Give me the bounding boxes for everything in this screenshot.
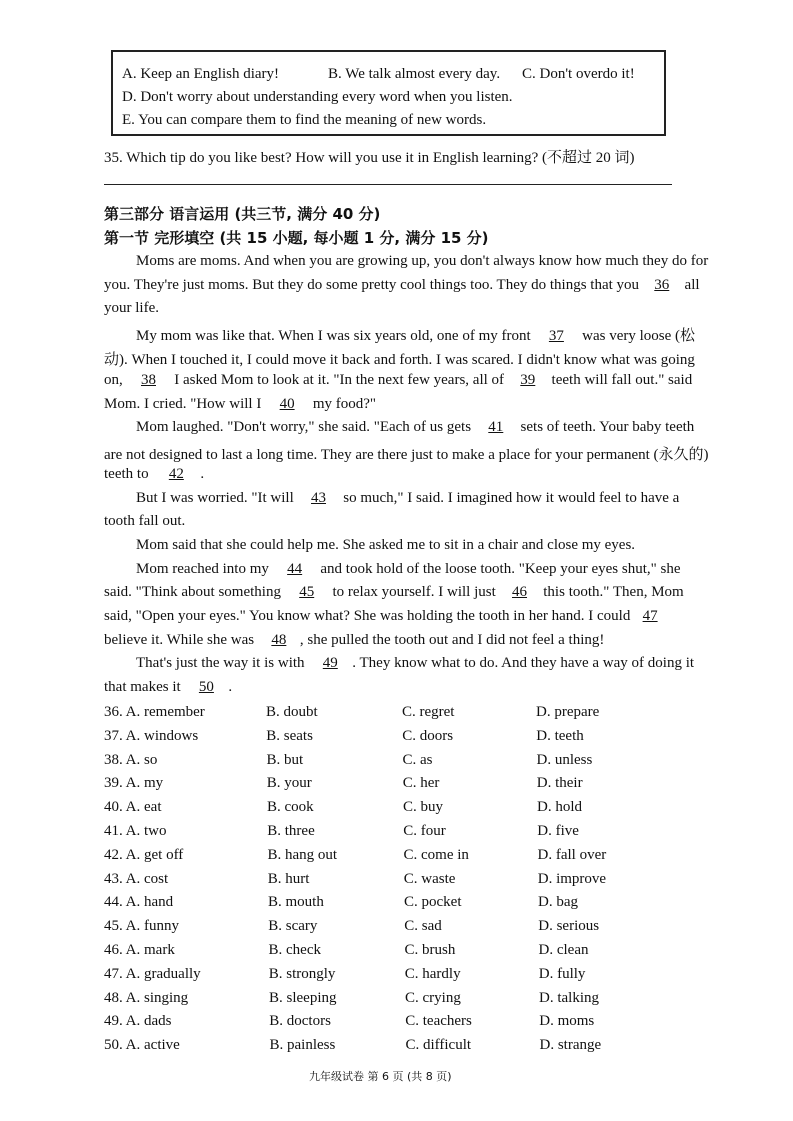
blank-46[interactable]: 46 [512, 584, 528, 600]
option-50-c[interactable]: C. difficult [405, 1037, 472, 1054]
option-38-b[interactable]: B. but [266, 751, 304, 768]
option-36-c[interactable]: C. regret [402, 704, 455, 720]
blank-43[interactable]: 43 [311, 490, 327, 506]
option-40-d[interactable]: D. hold [537, 799, 582, 816]
option-46-a[interactable]: 46. A. mark [104, 942, 175, 958]
option-39-a[interactable]: 39. A. my [104, 775, 164, 792]
option-47-a[interactable]: 47. A. gradually [104, 965, 201, 982]
option-47-c[interactable]: C. hardly [404, 965, 461, 982]
passage-line: believe it. While she was 48 , she pulled the tooth out and I did not feel a thing! [104, 632, 605, 648]
option-43-c[interactable]: C. waste [403, 870, 456, 887]
tip-c: C. Don't overdo it! [522, 66, 635, 82]
passage-line: Mom reached into my 44 and took hold of the loose tooth. "Keep your eyes shut," she [136, 561, 681, 577]
blank-45[interactable]: 45 [299, 584, 315, 600]
option-48-b[interactable]: B. sleeping [269, 989, 337, 1006]
option-48-c[interactable]: C. crying [405, 989, 461, 1006]
option-39-d[interactable]: D. their [536, 775, 583, 792]
option-38-c[interactable]: C. as [402, 751, 433, 768]
blank-38[interactable]: 38 [141, 372, 156, 388]
option-48-d[interactable]: D. talking [539, 989, 599, 1006]
blank-40[interactable]: 40 [279, 396, 295, 412]
passage-line: tooth fall out. [104, 513, 186, 529]
passage-line: you. They're just moms. But they do some pretty cool things too. They do things that you 36 all [104, 277, 700, 293]
option-37-c[interactable]: C. doors [402, 727, 454, 744]
blank-44[interactable]: 44 [287, 561, 303, 577]
passage-line: That's just the way it is with 49 . They know what to do. And they have a way of doing it [136, 655, 695, 671]
page-footer: 九年级试卷 第 6 页 (共 8 页) [309, 1070, 452, 1083]
tip-e: E. You can compare them to find the meaning of new words. [122, 112, 487, 128]
passage-line: teeth to 42 . [104, 466, 205, 482]
tip-b: B. We talk almost every day. [328, 66, 501, 82]
option-45-c[interactable]: C. sad [404, 918, 442, 935]
option-36-b[interactable]: B. doubt [266, 704, 318, 720]
blank-50[interactable]: 50 [198, 679, 214, 695]
section-title: 第三部分 语言运用 (共三节, 满分 40 分) [104, 205, 381, 223]
option-49-b[interactable]: B. doctors [269, 1013, 331, 1030]
option-50-a[interactable]: 50. A. active [104, 1037, 180, 1054]
option-37-d[interactable]: D. teeth [536, 727, 584, 744]
question-35: 35. Which tip do you like best? How will you use it in English learning? (不超过 20 词) [104, 150, 635, 166]
option-42-a[interactable]: 42. A. get off [104, 846, 184, 863]
option-39-b[interactable]: B. your [266, 775, 312, 792]
blank-36[interactable]: 36 [654, 277, 670, 293]
passage-line: 动). When I touched it, I could move it back and forth. I was scared. I didn't know what was going [104, 352, 695, 368]
option-42-d[interactable]: D. fall over [537, 846, 607, 863]
option-42-c[interactable]: C. come in [403, 846, 469, 863]
option-44-b[interactable]: B. mouth [268, 894, 324, 911]
option-38-d[interactable]: D. unless [536, 751, 593, 768]
blank-39[interactable]: 39 [520, 372, 536, 388]
option-40-c[interactable]: C. buy [403, 799, 444, 816]
option-50-b[interactable]: B. painless [269, 1037, 336, 1054]
passage-line: My mom was like that. When I was six years old, one of my front 37 was very loose (松 [136, 328, 696, 344]
option-46-b[interactable]: B. check [268, 942, 321, 958]
tip-d: D. Don't worry about understanding every word when you listen. [122, 89, 513, 105]
option-49-a[interactable]: 49. A. dads [104, 1013, 172, 1030]
passage-line: your life. [104, 300, 159, 316]
option-47-b[interactable]: B. strongly [268, 965, 336, 982]
option-44-d[interactable]: D. bag [538, 894, 578, 911]
option-41-c[interactable]: C. four [403, 823, 446, 839]
option-43-a[interactable]: 43. A. cost [104, 870, 169, 887]
passage-line: that makes it 50 . [104, 679, 233, 695]
option-38-a[interactable]: 38. A. so [104, 751, 158, 768]
option-43-b[interactable]: B. hurt [267, 870, 310, 887]
passage-line: said, "Open your eyes." You know what? She was holding the tooth in her hand. I could 47 [104, 608, 666, 625]
answer-line[interactable] [104, 184, 672, 185]
tip-a: A. Keep an English diary! [122, 66, 280, 82]
option-48-a[interactable]: 48. A. singing [104, 989, 189, 1006]
blank-47[interactable]: 47 [642, 608, 658, 624]
blank-41[interactable]: 41 [488, 419, 504, 435]
option-49-d[interactable]: D. moms [539, 1013, 595, 1030]
passage-line: But I was worried. "It will 43 so much," I said. I imagined how it would feel to have a [136, 490, 680, 506]
blank-42[interactable]: 42 [168, 466, 184, 482]
option-37-a[interactable]: 37. A. windows [104, 727, 199, 744]
option-45-a[interactable]: 45. A. funny [104, 918, 179, 935]
option-45-d[interactable]: D. serious [538, 918, 600, 935]
option-39-c[interactable]: C. her [402, 775, 440, 792]
blank-48[interactable]: 48 [271, 632, 287, 648]
option-42-b[interactable]: B. hang out [267, 846, 338, 863]
option-40-b[interactable]: B. cook [267, 799, 314, 816]
option-45-b[interactable]: B. scary [268, 918, 318, 935]
option-50-d[interactable]: D. strange [539, 1037, 602, 1054]
option-49-c[interactable]: C. teachers [405, 1013, 472, 1030]
blank-37[interactable]: 37 [548, 328, 564, 344]
option-44-a[interactable]: 44. A. hand [104, 894, 174, 911]
option-43-d[interactable]: D. improve [537, 870, 607, 887]
passage-line: on, 38 I asked Mom to look at it. "In the next few years, all of 39 teeth will fall out." said [104, 372, 693, 388]
option-41-d[interactable]: D. five [537, 823, 579, 839]
blank-49[interactable]: 49 [322, 655, 338, 671]
option-47-d[interactable]: D. fully [538, 965, 586, 982]
option-37-b[interactable]: B. seats [266, 727, 313, 744]
option-40-a[interactable]: 40. A. eat [104, 799, 162, 816]
passage-line: Mom said that she could help me. She asked me to sit in a chair and close my eyes. [136, 537, 636, 553]
option-41-b[interactable]: B. three [267, 823, 315, 839]
option-46-d[interactable]: D. clean [538, 942, 589, 958]
passage-line: said. "Think about something 45 to relax yourself. I will just 46 this tooth." Then, Mom [104, 584, 684, 600]
passage-line: Moms are moms. And when you are growing up, you don't always know how much they do for [136, 253, 709, 269]
option-36-a[interactable]: 36. A. remember [104, 704, 205, 720]
passage-line: Mom laughed. "Don't worry," she said. "Each of us gets 41 sets of teeth. Your baby teeth [136, 419, 695, 435]
option-41-a[interactable]: 41. A. two [104, 823, 167, 839]
option-44-c[interactable]: C. pocket [404, 894, 462, 911]
option-46-c[interactable]: C. brush [404, 942, 456, 958]
subsection-title: 第一节 完形填空 (共 15 小题, 每小题 1 分, 满分 15 分) [104, 229, 489, 247]
passage-line: are not designed to last a long time. They are there just to make a place for your permanent (永久的) [104, 447, 709, 463]
option-36-d[interactable]: D. prepare [536, 704, 600, 720]
passage-line: Mom. I cried. "How will I 40 my food?" [104, 396, 377, 412]
